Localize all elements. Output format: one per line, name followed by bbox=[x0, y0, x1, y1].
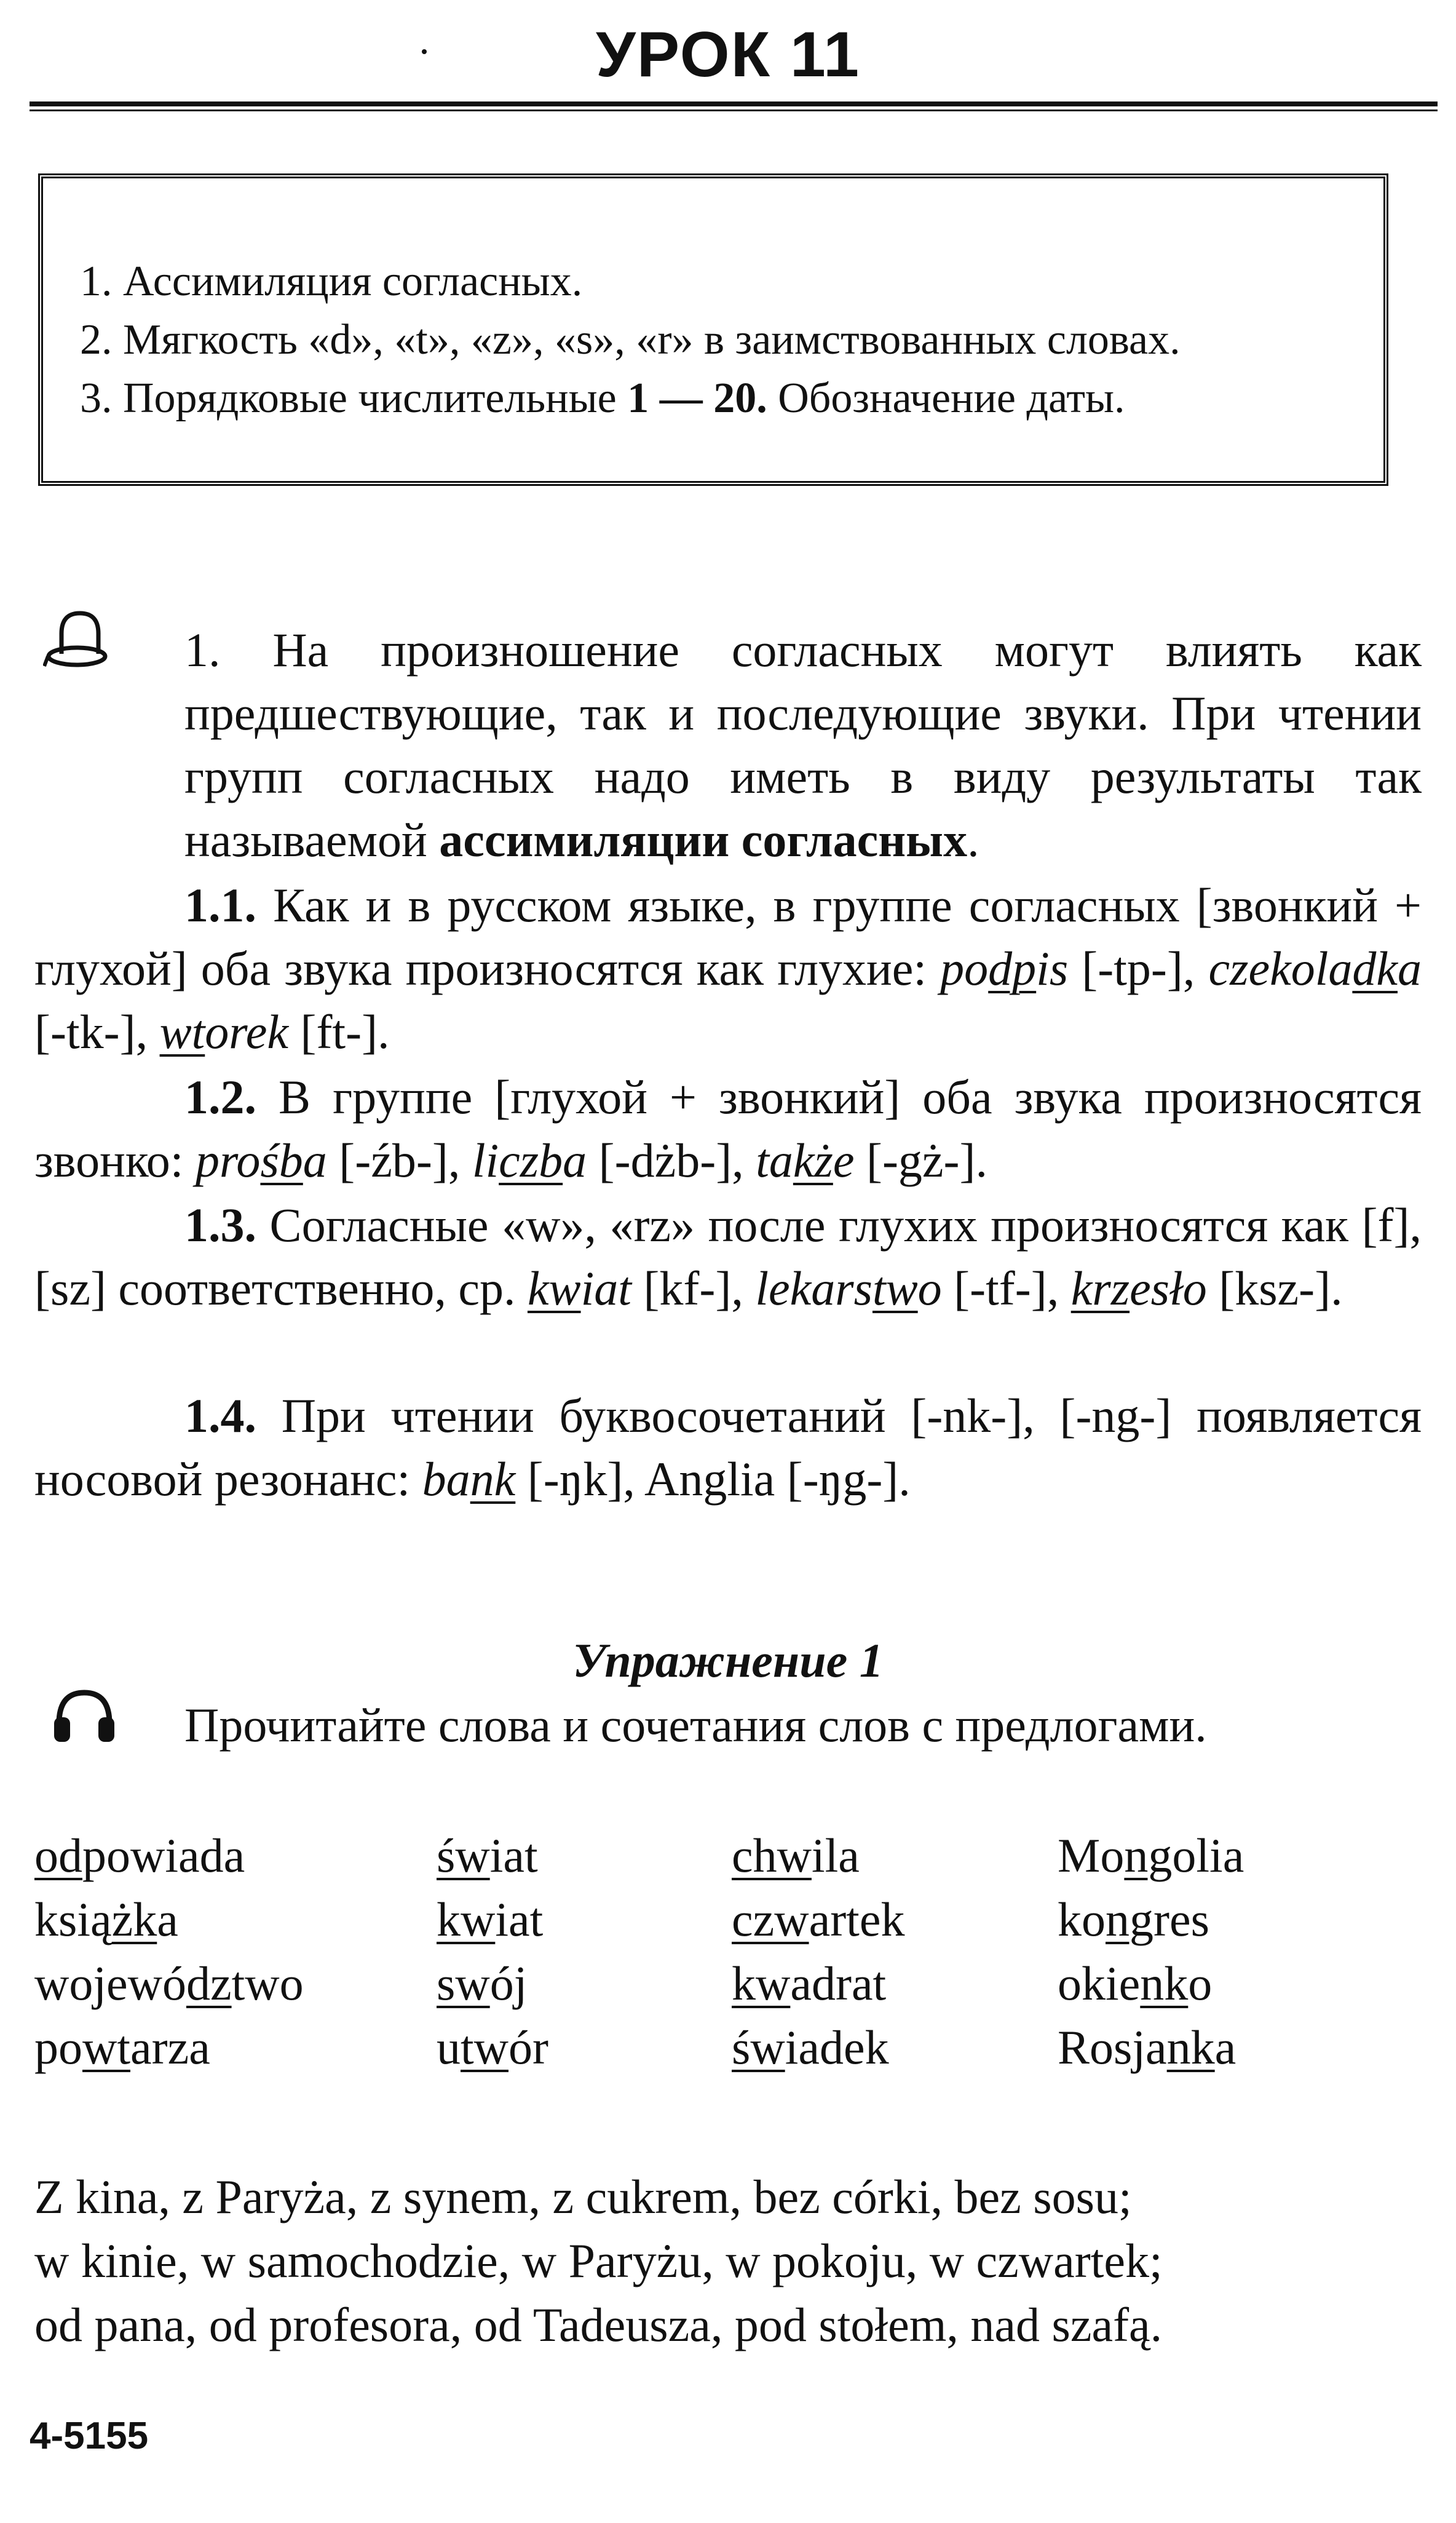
title-rule-thin bbox=[30, 109, 1438, 111]
word-column-4 bbox=[1058, 1824, 1244, 2080]
word-item: odpowiada bbox=[34, 1829, 245, 1882]
page-code: 4-5155 bbox=[30, 2415, 149, 2457]
word-column-2 bbox=[437, 1824, 548, 2080]
topics-list bbox=[80, 252, 1181, 427]
exercise-instruction: Прочитайте слова и сочетания слов с предлогами. bbox=[184, 1698, 1207, 1752]
word-column-1 bbox=[34, 1824, 304, 2080]
section-1-intro: 1. На произношение согласных могут влиять как предшествующие, так и последующие звуки. При чтении групп согласных надо иметь в виду результаты так называемой ассимиляции согласных. bbox=[184, 623, 1422, 867]
word-item: świadek bbox=[732, 2020, 889, 2074]
stray-dot bbox=[422, 49, 427, 54]
bell-icon bbox=[43, 606, 117, 673]
word-item: książka bbox=[34, 1893, 178, 1946]
word-item: swój bbox=[437, 1957, 528, 2010]
phrase-line: w kinie, w samochodzie, w Paryżu, w pokoju, w czwartek; bbox=[34, 2234, 1163, 2287]
word-column-3 bbox=[732, 1824, 904, 2080]
word-item: kwiat bbox=[437, 1893, 544, 1946]
word-item: województwo bbox=[34, 1957, 304, 2010]
word-item: kongres bbox=[1058, 1893, 1209, 1946]
word-item: czwartek bbox=[732, 1893, 905, 1946]
paragraph-1-2: 1.2. В группе [глухой + звонкий] оба звука произносятся звонко: prośba [-źb-], liczba [-dżb-], także [-gż-]. bbox=[34, 1070, 1422, 1187]
word-item: chwila bbox=[732, 1829, 860, 1882]
word-item: utwór bbox=[437, 2020, 548, 2074]
word-item: Mongolia bbox=[1058, 1829, 1244, 1882]
phrases-block bbox=[34, 2165, 1163, 2357]
lesson-title: УРОК 11 bbox=[596, 19, 860, 90]
paragraph-1-3: 1.3. Согласные «w», «rz» после глухих произносятся как [f], [sz] соответственно, ср. kwiat [kf-], lekarstwo [-tf-], krzesło [ksz-]. bbox=[34, 1198, 1422, 1315]
word-item: kwadrat bbox=[732, 1957, 887, 2010]
topic-item: 3. Порядковые числительные 1 — 20. Обозначение даты. bbox=[80, 375, 1125, 422]
word-item: Rosjanka bbox=[1058, 2020, 1236, 2074]
paragraph-1-4: 1.4. При чтении буквосочетаний [-nk-], [-ng-] появляется носовой резонанс: bank [-ŋk], Anglia [-ŋg-]. bbox=[34, 1389, 1422, 1506]
topic-item: 2. Мягкость «d», «t», «z», «s», «r» в заимствованных словах. bbox=[80, 316, 1181, 364]
phrase-line: Z kina, z Paryża, z synem, z cukrem, bez córki, bez sosu; bbox=[34, 2170, 1132, 2223]
topic-item: 1. Ассимиляция согласных. bbox=[80, 258, 583, 305]
headphones-icon bbox=[50, 1685, 118, 1747]
topics-box bbox=[38, 173, 1388, 486]
word-item: świat bbox=[437, 1829, 538, 1882]
word-item: powtarza bbox=[34, 2020, 210, 2074]
exercise-title: Упражнение 1 bbox=[572, 1634, 884, 1687]
title-rule-thick bbox=[30, 101, 1438, 106]
phrase-line: od pana, od profesora, od Tadeusza, pod stołem, nad szafą. bbox=[34, 2298, 1163, 2351]
paragraph-1-1: 1.1. Как и в русском языке, в группе согласных [звонкий + глухой] оба звука произносятся как глухие: podpis [-tp-], czekoladka [-tk-], wtorek [ft-]. bbox=[34, 878, 1422, 1059]
word-item: okienko bbox=[1058, 1957, 1213, 2010]
